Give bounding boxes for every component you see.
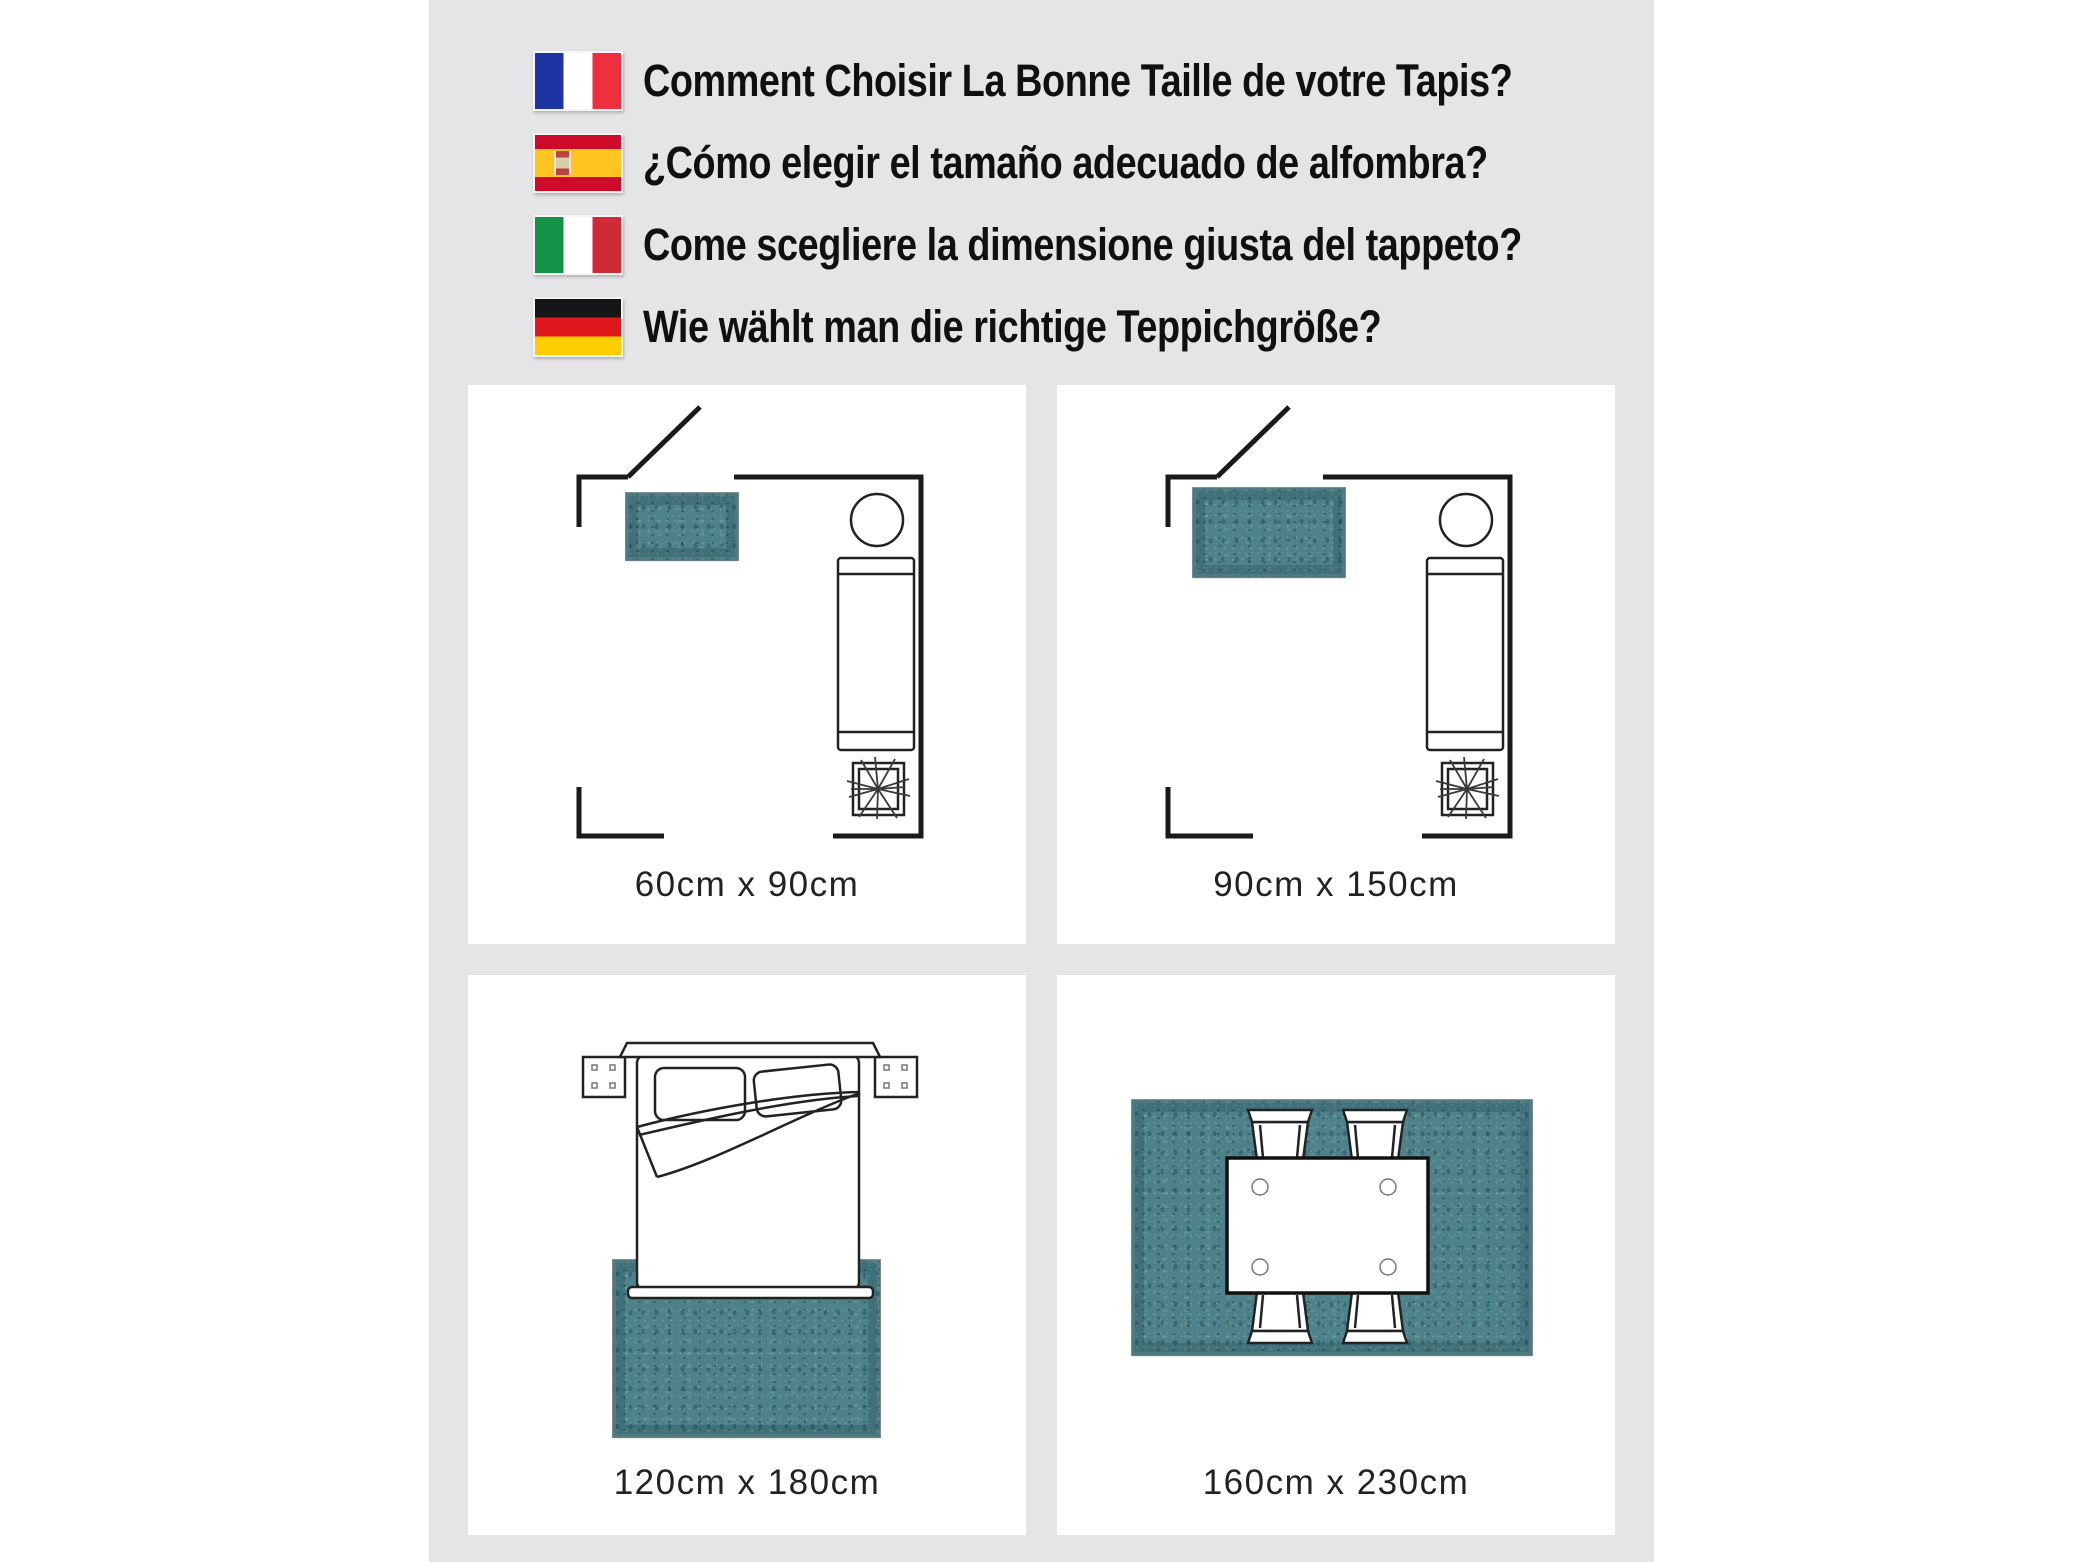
header-line-german bbox=[533, 296, 1522, 357]
italy-flag-icon bbox=[533, 215, 623, 275]
chair-bottom-right bbox=[1343, 1292, 1407, 1343]
header-line-spanish bbox=[533, 132, 1649, 193]
wall-bottom-left bbox=[1168, 787, 1253, 836]
plant-icon bbox=[1436, 757, 1499, 819]
door-swing-line bbox=[628, 407, 700, 477]
header-line-french bbox=[533, 50, 1678, 111]
spain-coat-of-arms-icon bbox=[554, 151, 571, 175]
living-room-floor-plan-svg bbox=[468, 385, 1026, 944]
wall-bottom-left bbox=[579, 787, 664, 836]
germany-flag-icon bbox=[533, 297, 623, 357]
size-label: 160cm x 230cm bbox=[1202, 1463, 1470, 1502]
nightstand-right bbox=[875, 1057, 917, 1097]
side-table-circle bbox=[1440, 494, 1492, 546]
chair-bottom-left bbox=[1248, 1292, 1312, 1343]
header-line-italian bbox=[533, 214, 1689, 275]
header-text-french: Comment Choisir La Bonne Taille de votre Tapis? bbox=[643, 54, 1513, 106]
header-text-italian: Come scegliere la dimensione giusta del tappeto? bbox=[643, 218, 1522, 270]
panel-rug-90x150 bbox=[1057, 385, 1615, 944]
bed-headboard bbox=[620, 1043, 880, 1057]
panel-rug-120x180 bbox=[468, 975, 1026, 1535]
nightstand-left bbox=[583, 1057, 625, 1097]
size-label: 60cm x 90cm bbox=[634, 865, 860, 904]
bedroom-top-view-svg bbox=[468, 975, 1026, 1535]
side-table-circle bbox=[851, 494, 903, 546]
pillow-right bbox=[753, 1064, 842, 1118]
wall-top-left bbox=[579, 477, 628, 527]
chair-top-left bbox=[1248, 1110, 1312, 1160]
size-label: 90cm x 150cm bbox=[1213, 865, 1459, 904]
sofa bbox=[1427, 558, 1503, 750]
sofa bbox=[838, 558, 914, 750]
france-flag-icon bbox=[533, 51, 623, 111]
dining-set-top-view-svg bbox=[1057, 975, 1615, 1535]
bed-footboard bbox=[628, 1287, 873, 1298]
door-swing-line bbox=[1217, 407, 1289, 477]
header-text-german: Wie wählt man die richtige Teppichgröße? bbox=[643, 300, 1382, 352]
living-room-floor-plan-svg bbox=[1057, 385, 1615, 944]
plant-icon bbox=[847, 757, 910, 819]
panel-rug-160x230 bbox=[1057, 975, 1615, 1535]
wall-top-left bbox=[1168, 477, 1217, 527]
size-label: 120cm x 180cm bbox=[613, 1463, 881, 1502]
spain-flag-icon bbox=[533, 133, 623, 193]
panel-rug-60x90 bbox=[468, 385, 1026, 944]
header-text-spanish: ¿Cómo elegir el tamaño adecuado de alfombra? bbox=[643, 136, 1488, 188]
chair-top-right bbox=[1343, 1110, 1407, 1160]
